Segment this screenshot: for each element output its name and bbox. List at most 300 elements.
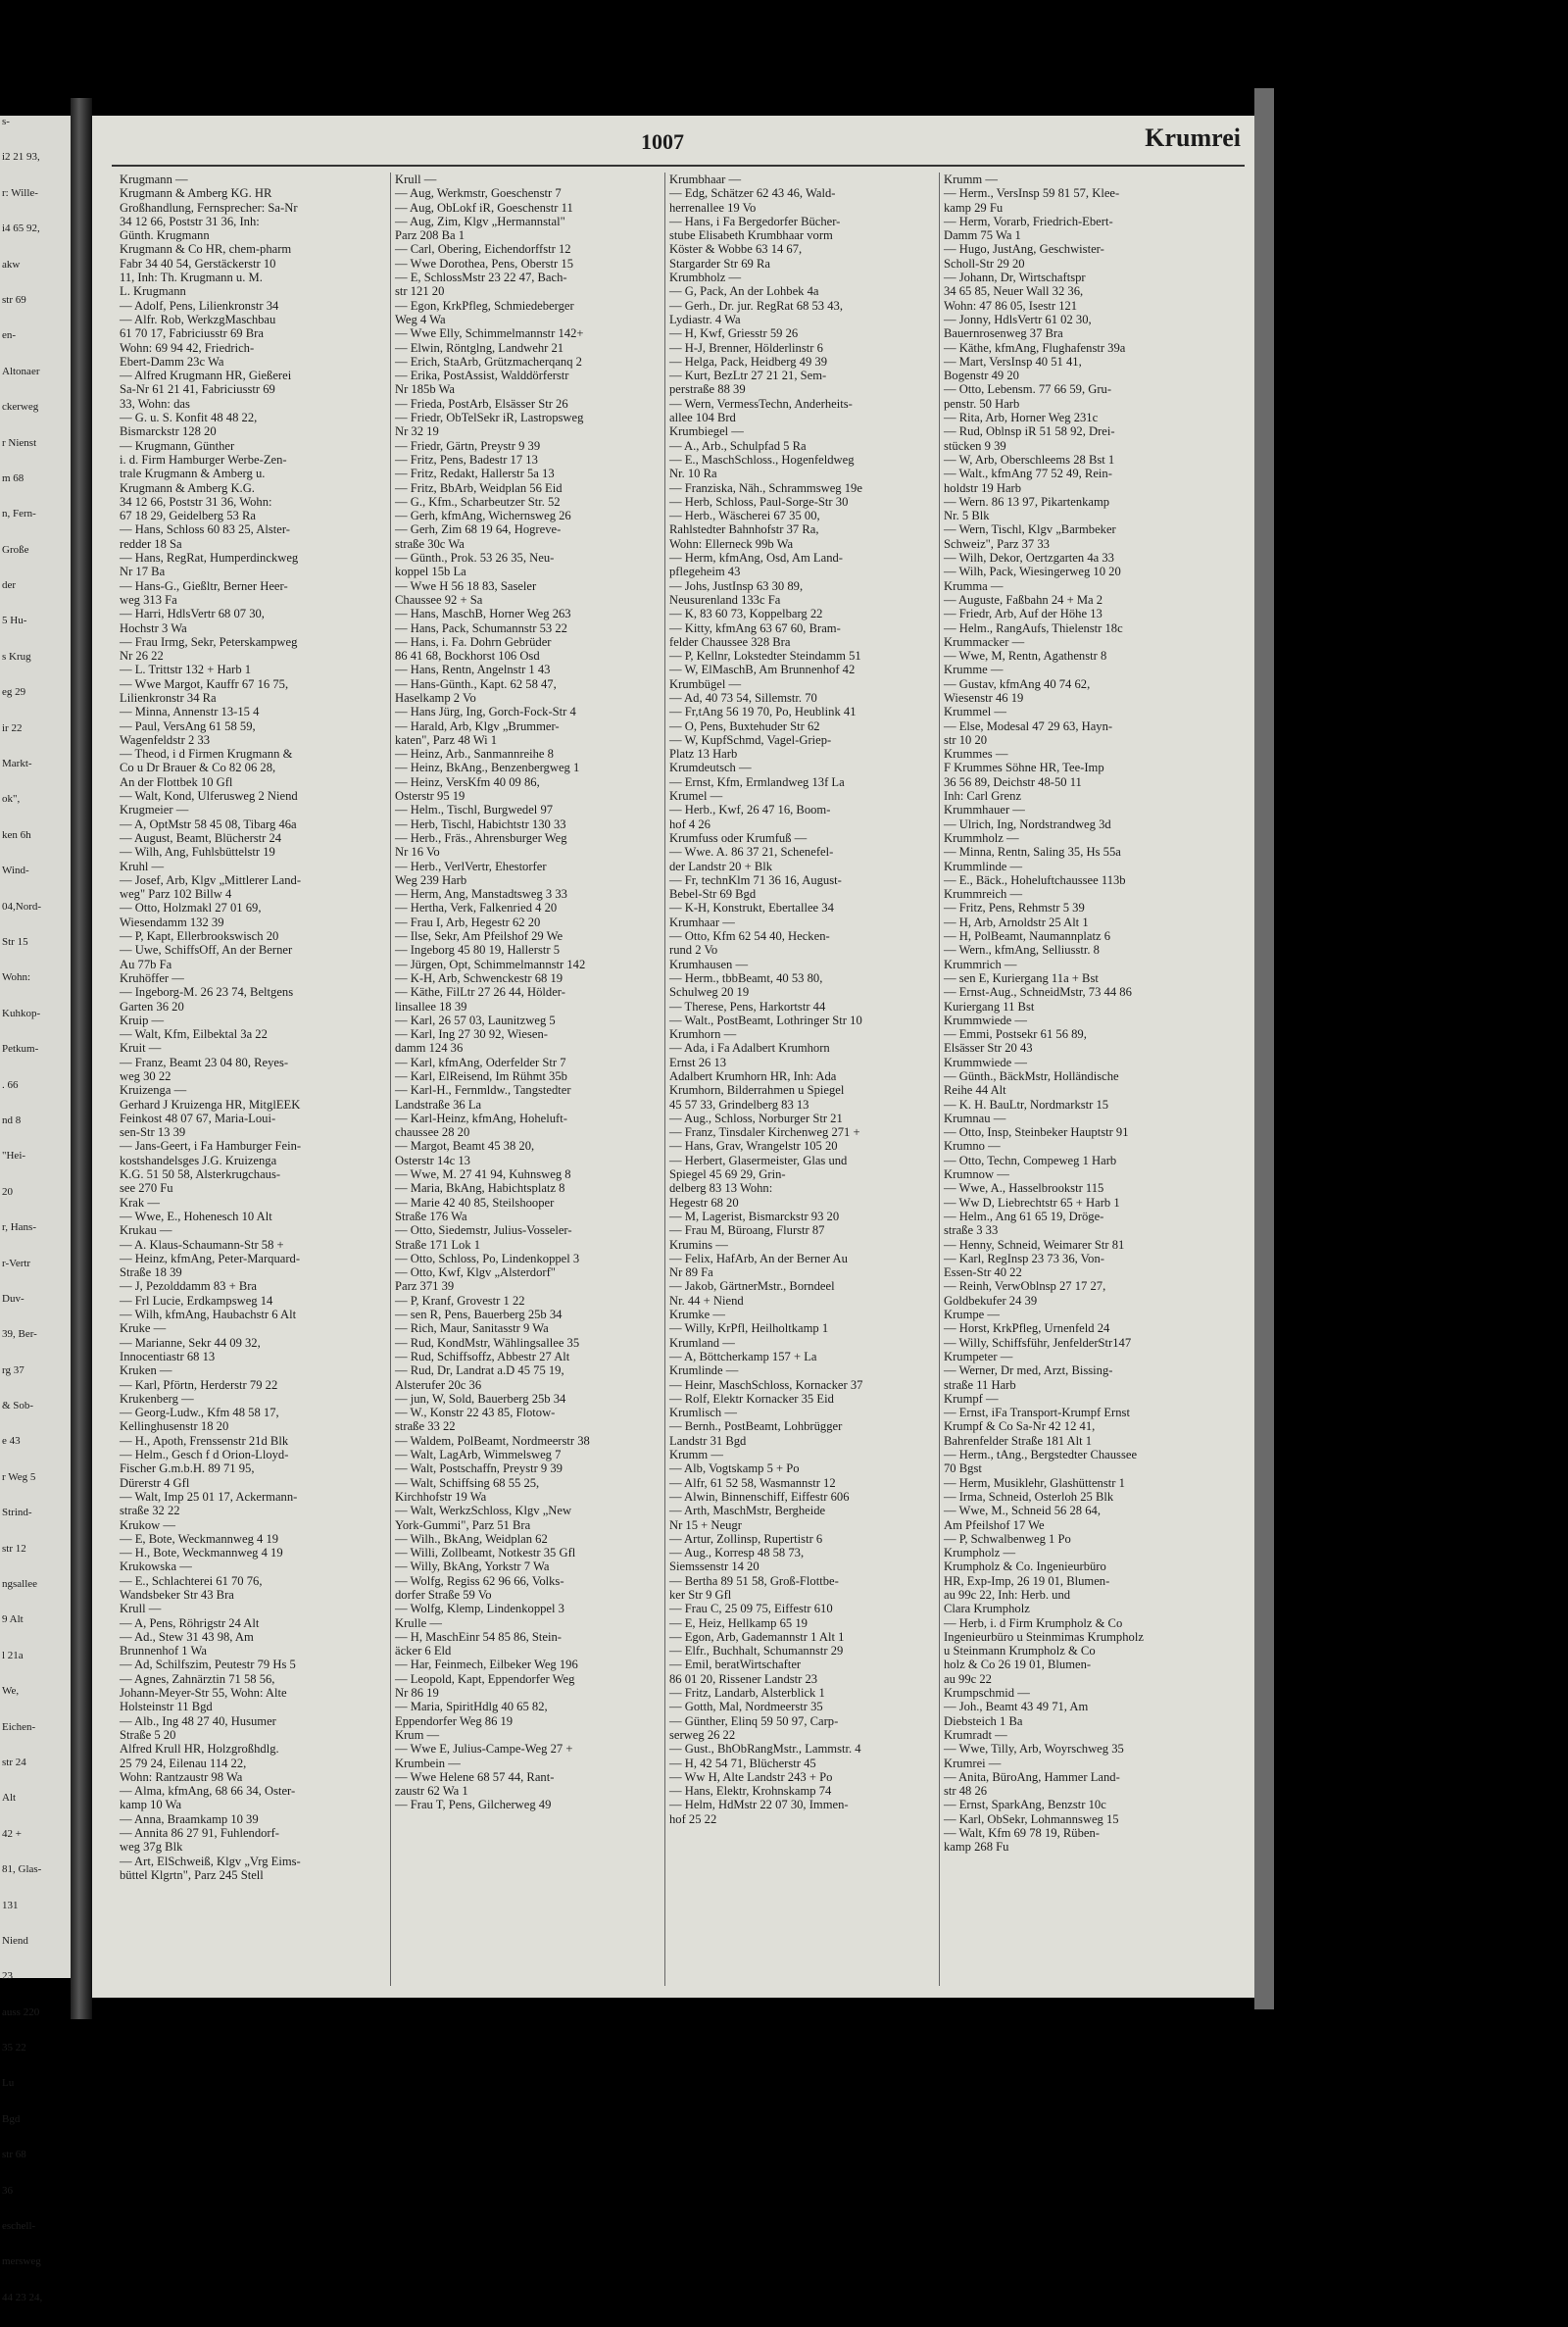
entry-line: York-Gummi", Parz 51 Bra <box>395 1517 531 1532</box>
entry-line: — Wilh., BkAng, Weidplan 62 <box>395 1531 548 1546</box>
entry-line: — Franziska, Näh., Schrammsweg 19e <box>669 480 862 495</box>
entry-line: trale Krugmann & Amberg u. <box>120 467 266 481</box>
entry-line: — Krugmann, Günther <box>120 438 235 453</box>
entry-line: — Hans, Pack, Schumannstr 53 22 <box>395 620 567 635</box>
entry-line: Nr 17 Ba <box>120 565 166 579</box>
entry-line: hof 4 26 <box>669 817 710 831</box>
entry-line: stücken 9 39 <box>944 438 1006 453</box>
entry-line: — Heinz, Arb., Sanmannreihe 8 <box>395 747 554 762</box>
entry-line: — Walt, Kfm, Eilbektal 3a 22 <box>120 1027 268 1042</box>
entry-line: — Kurt, BezLtr 27 21 21, Sem- <box>669 369 827 383</box>
entry-line: — Ingeborg 45 80 19, Hallerstr 5 <box>395 943 561 958</box>
entry-line: Krummel — <box>944 705 1007 719</box>
entry-line: — Felix, HafArb, An der Berner Au <box>669 1251 848 1265</box>
entry-line: — Friedr, ObTelSekr iR, Lastropsweg <box>395 411 584 425</box>
entry-line: — Wwe, A., Hasselbrookstr 115 <box>944 1181 1104 1196</box>
entry-line: Innocentiastr 68 13 <box>120 1349 216 1363</box>
entry-line: — Marianne, Sekr 44 09 32, <box>120 1335 261 1350</box>
entry-line: i. d. Firm Hamburger Werbe-Zen- <box>120 452 287 467</box>
entry-line: — Aug., Schloss, Norburger Str 21 <box>669 1111 843 1125</box>
entry-line: — Maria, BkAng, Habichtsplatz 8 <box>395 1181 565 1196</box>
book-gutter <box>71 98 92 2019</box>
entry-line: — Wilh, kfmAng, Haubachstr 6 Alt <box>120 1308 297 1322</box>
entry-line: — Fritz, Redakt, Hallerstr 5a 13 <box>395 467 555 481</box>
entry-line: — Elwin, Röntglng, Landwehr 21 <box>395 340 564 355</box>
entry-line: chaussee 28 20 <box>395 1125 470 1140</box>
entry-line: Kruit — <box>120 1041 162 1056</box>
left-page-fragment: 36 <box>2 2184 13 2197</box>
entry-line: Kruke — <box>120 1321 167 1336</box>
entry-line: — Reinh, VerwOblnsp 27 17 27, <box>944 1279 1106 1294</box>
entry-line: Krugmann & Amberg K.G. <box>120 480 255 495</box>
entry-line: — Jürgen, Opt, Schimmelmannstr 142 <box>395 957 586 971</box>
entry-line: — G, Pack, An der Lohbek 4a <box>669 284 819 299</box>
left-page-fragment: s- <box>2 116 10 127</box>
column-1 <box>116 173 390 1986</box>
entry-line: — Hans, Schloss 60 83 25, Alster- <box>120 522 290 537</box>
entry-line: Am Pfeilshof 17 We <box>944 1517 1045 1532</box>
entry-line: — Herb, Schloss, Paul-Sorge-Str 30 <box>669 494 849 509</box>
entry-line: — Har, Feinmech, Eilbeker Weg 196 <box>395 1658 578 1672</box>
left-page-fragment: s Krug <box>2 650 31 663</box>
entry-line: — H., Bote, Weckmannweg 4 19 <box>120 1546 283 1560</box>
entry-line: Krumlinde — <box>669 1363 739 1378</box>
entry-line: Krumpf — <box>944 1391 999 1406</box>
left-page-fragment: l 21a <box>2 1649 24 1661</box>
entry-line: — Frieda, PostArb, Elsässer Str 26 <box>395 396 568 411</box>
entry-line: — Auguste, Faßbahn 24 + Ma 2 <box>944 592 1103 607</box>
entry-line: Krugmann — <box>120 173 188 186</box>
left-page-fragment: "Hei- <box>2 1150 26 1163</box>
left-page-fragment: e 43 <box>2 1435 21 1448</box>
entry-line: Parz 371 39 <box>395 1279 455 1294</box>
left-page-fragment: r, Hans- <box>2 1221 36 1234</box>
entry-line: — Emmi, Postsekr 61 56 89, <box>944 1027 1087 1042</box>
entry-line: straße 11 Harb <box>944 1377 1016 1392</box>
left-page-fragment: ken 6h <box>2 828 31 841</box>
entry-line: — Uwe, SchiffsOff, An der Berner <box>120 943 293 958</box>
left-page-fragment: 04,Nord- <box>2 900 42 913</box>
column-2 <box>390 173 665 1986</box>
entry-line: Spiegel 45 69 29, Grin- <box>669 1167 786 1182</box>
left-page-fragment: str 68 <box>2 2149 26 2161</box>
entry-line: — Gerh., Dr. jur. RegRat 68 53 43, <box>669 298 843 313</box>
entry-line: 34 12 66, Poststr 31 36, Wohn: <box>120 494 272 509</box>
entry-line: — Willi, Zollbeamt, Notkestr 35 Gfl <box>395 1546 576 1560</box>
entry-line: Krukow — <box>120 1517 176 1532</box>
entry-line: — H, Arb, Arnoldstr 25 Alt 1 <box>944 915 1089 929</box>
entry-line: Wagenfeldstr 2 33 <box>120 732 211 747</box>
entry-line: — W, Arb, Oberschleems 28 Bst 1 <box>944 452 1115 467</box>
entry-line: sen-Str 13 39 <box>120 1125 186 1140</box>
entry-line: Scholl-Str 29 20 <box>944 256 1025 271</box>
left-page-fragment: str 12 <box>2 1542 26 1555</box>
entry-line: — Wwe Margot, Kauffr 67 16 75, <box>120 676 289 691</box>
left-page-fragment: & Sob- <box>2 1400 34 1412</box>
entry-line: — E., Bäck., Hoheluftchaussee 113b <box>944 872 1126 887</box>
entry-line: Siemssenstr 14 20 <box>669 1560 760 1574</box>
entry-line: — Karl, ObSekr, Lohmannsweg 15 <box>944 1811 1119 1826</box>
entry-line: — Hans, RegRat, Humperdinckweg <box>120 551 299 566</box>
entry-line: — Anita, BüroAng, Hammer Land- <box>944 1769 1120 1784</box>
entry-line: — Alfr. Rob, WerkzgMaschbau <box>120 312 276 326</box>
entry-line: Krumbiegel — <box>669 424 744 439</box>
directory-page <box>92 116 1254 1998</box>
entry-line: — Josef, Arb, Klgv „Mittlerer Land- <box>120 872 302 887</box>
entry-line: Alfred Krull HR, Holzgroßhdlg. <box>120 1742 279 1757</box>
entry-line: rund 2 Vo <box>669 943 718 958</box>
entry-line: serweg 26 22 <box>669 1727 736 1742</box>
entry-line: Nr 15 + Neugr <box>669 1517 742 1532</box>
entry-line: Rahlstedter Bahnhofstr 37 Ra, <box>669 522 819 537</box>
entry-line: — Heinz, BkAng., Benzenbergweg 1 <box>395 761 580 775</box>
entry-line: — Gust., BhObRangMstr., Lammstr. 4 <box>669 1742 861 1757</box>
entry-line: Krumpf & Co Sa-Nr 42 12 41, <box>944 1419 1096 1434</box>
entry-line: Au 77b Fa <box>120 957 172 971</box>
entry-line: — Anna, Braamkamp 10 39 <box>120 1811 259 1826</box>
entry-line: Krumpe — <box>944 1308 1001 1322</box>
entry-line: — Walt, Postschaffn, Preystr 9 39 <box>395 1461 563 1476</box>
entry-line: Inh: Carl Grenz <box>944 789 1022 804</box>
entry-line: straße 32 22 <box>120 1504 180 1518</box>
entry-line: HR, Exp-Imp, 26 19 01, Blumen- <box>944 1573 1110 1588</box>
entry-line: Kuriergang 11 Bst <box>944 999 1035 1014</box>
entry-line: — Karl, ElReisend, Im Rühmt 35b <box>395 1069 567 1083</box>
entry-line: — H-J, Brenner, Hölderlinstr 6 <box>669 340 823 355</box>
entry-line: — Ernst-Aug., SchneidMstr, 73 44 86 <box>944 985 1132 1000</box>
entry-line: Krumma — <box>944 578 1004 593</box>
entry-line: Krumpholz & Co. Ingenieurbüro <box>944 1560 1106 1574</box>
entry-line: — Ww D, Liebrechtstr 65 + Harb 1 <box>944 1195 1120 1210</box>
entry-line: Krumhorn, Bilderrahmen u Spiegel <box>669 1083 845 1098</box>
entry-line: Krumhaar — <box>669 915 735 929</box>
entry-line: — Ada, i Fa Adalbert Krumhorn <box>669 1041 830 1056</box>
entry-line: — Wwe, M. 27 41 94, Kuhnsweg 8 <box>395 1167 571 1182</box>
entry-line: — Herb, i. d Firm Krumpholz & Co <box>944 1615 1123 1630</box>
entry-line: — Alb., Ing 48 27 40, Husumer <box>120 1713 276 1728</box>
entry-line: — Käthe, FilLtr 27 26 44, Hölder- <box>395 985 565 1000</box>
entry-line: damm 124 36 <box>395 1041 464 1056</box>
left-page-edge <box>0 116 71 2303</box>
entry-line: Parz 208 Ba 1 <box>395 228 465 243</box>
left-page-fragment: r-Vertr <box>2 1257 31 1269</box>
entry-line: — Helm., RangAufs, Thielenstr 18c <box>944 620 1123 635</box>
entry-line: Krumel — <box>669 789 723 804</box>
entry-line: — Franz, Tinsdaler Kirchenweg 271 + <box>669 1125 860 1140</box>
entry-line: Krukau — <box>120 1223 172 1238</box>
entry-line: linsallee 18 39 <box>395 999 467 1014</box>
entry-line: — Hans-G., Gießltr, Berner Heer- <box>120 578 288 593</box>
entry-line: 25 79 24, Eilenau 114 22, <box>120 1756 247 1770</box>
entry-line: Gerhard J Kruizenga HR, MitglEEK <box>120 1097 301 1112</box>
left-page-fragment: . 66 <box>2 1078 19 1091</box>
left-page-fragment: ok", <box>2 793 21 806</box>
entry-line: — Wwe, Tilly, Arb, Woyrschweg 35 <box>944 1742 1124 1757</box>
entry-line: — Aug, Werkmstr, Goeschenstr 7 <box>395 186 562 201</box>
entry-line: Krumlisch — <box>669 1406 737 1420</box>
entry-line: — Helm, HdMstr 22 07 30, Immen- <box>669 1798 849 1812</box>
entry-line: — Herb., VerlVertr, Ehestorfer <box>395 859 547 873</box>
header-rule <box>112 165 1245 167</box>
entry-line: — Theod, i d Firmen Krugmann & <box>120 747 293 762</box>
left-page-fragment: ckerweg <box>2 401 39 414</box>
entry-line: Krull — <box>120 1602 162 1616</box>
entry-line: Krumins — <box>669 1237 728 1252</box>
left-page-fragment: str 24 <box>2 1756 26 1768</box>
entry-line: Nr 32 19 <box>395 424 439 439</box>
entry-line: Bismarckstr 128 20 <box>120 424 217 439</box>
column-3 <box>664 173 940 1986</box>
entry-line: — Ilse, Sekr, Am Pfeilshof 29 We <box>395 929 564 944</box>
entry-line: — Heinz, VersKfm 40 09 86, <box>395 774 540 789</box>
entry-line: Krummhauer — <box>944 803 1025 817</box>
entry-line: — Walt, WerkzSchloss, Klgv „New <box>395 1504 572 1518</box>
entry-line: — Elfr., Buchhalt, Schumannstr 29 <box>669 1644 844 1659</box>
entry-line: — Wolfg, Klemp, Lindenkoppel 3 <box>395 1602 564 1616</box>
entry-line: — K, 83 60 73, Koppelbarg 22 <box>669 607 823 621</box>
entry-line: Brunnenhof 1 Wa <box>120 1644 207 1659</box>
entry-line: Krugmann & Co HR, chem-pharm <box>120 242 292 257</box>
entry-line: — Mart, VersInsp 40 51 41, <box>944 354 1082 369</box>
entry-line: 67 18 29, Geidelberg 53 Ra <box>120 509 256 523</box>
entry-line: — Wern, Tischl, Klgv „Barmbeker <box>944 522 1116 537</box>
entry-line: Krumke — <box>669 1308 726 1322</box>
entry-line: — Minna, Annenstr 13-15 4 <box>120 705 260 719</box>
left-page-fragment: Altonaer <box>2 365 40 377</box>
entry-line: Haselkamp 2 Vo <box>395 690 476 705</box>
left-page-fragment: r Weg 5 <box>2 1470 36 1483</box>
entry-line: — Herb., Wäscherei 67 35 00, <box>669 509 820 523</box>
entry-line: — Aug, ObLokf iR, Goeschenstr 11 <box>395 200 573 215</box>
entry-line: — Wwe, M, Rentn, Agathenstr 8 <box>944 649 1107 664</box>
entry-line: — Harri, HdlsVertr 68 07 30, <box>120 607 265 621</box>
entry-line: — sen R, Pens, Bauerberg 25b 34 <box>395 1308 563 1322</box>
entry-line: — Ernst, SparkAng, Benzstr 10c <box>944 1798 1106 1812</box>
entry-line: hof 25 22 <box>669 1811 717 1826</box>
entry-line: — Gerh, kfmAng, Wichernsweg 26 <box>395 509 571 523</box>
entry-line: Krumdeutsch — <box>669 761 752 775</box>
entry-line: Nr 26 22 <box>120 649 164 664</box>
entry-line: — Erika, PostAssist, Walddörferstr <box>395 369 569 383</box>
entry-line: — Ad, 40 73 54, Sillemstr. 70 <box>669 690 817 705</box>
entry-line: — Ernst, Kfm, Ermlandweg 13f La <box>669 774 845 789</box>
entry-line: Nr 185b Wa <box>395 382 456 397</box>
left-page-fragment: 42 + <box>2 1827 22 1840</box>
entry-line: Krumbholz — <box>669 271 742 285</box>
entry-line: Wiesendamm 132 39 <box>120 915 224 929</box>
entry-line: Bogenstr 49 20 <box>944 369 1019 383</box>
left-page-fragment: 20 <box>2 1185 13 1198</box>
entry-line: — jun, W, Sold, Bauerberg 25b 34 <box>395 1391 566 1406</box>
entry-line: — Herm., tbbBeamt, 40 53 80, <box>669 970 823 985</box>
entry-line: — Johs, JustInsp 63 30 89, <box>669 578 804 593</box>
entry-line: — Wolfg, Regiss 62 96 66, Volks- <box>395 1573 564 1588</box>
entry-line: — Egon, KrkPfleg, Schmiedeberger <box>395 298 574 313</box>
entry-line: Osterstr 95 19 <box>395 789 466 804</box>
entry-line: au 99c 22 <box>944 1671 992 1686</box>
entry-line: stube Elisabeth Krumbhaar vorm <box>669 228 833 243</box>
entry-line: Eppendorfer Weg 86 19 <box>395 1713 514 1728</box>
entry-line: Krull — <box>395 173 437 186</box>
entry-line: — Karl, Pförtn, Herderstr 79 22 <box>120 1377 278 1392</box>
running-head: Krumrei <box>1145 124 1241 152</box>
entry-line: Goldbekufer 24 39 <box>944 1293 1038 1308</box>
entry-line: 86 41 68, Bockhorst 106 Osd <box>395 649 540 664</box>
entry-line: Bebel-Str 69 Bgd <box>669 887 757 902</box>
entry-line: str 10 20 <box>944 732 988 747</box>
entry-line: katen", Parz 48 Wi 1 <box>395 732 498 747</box>
entry-line: Krummacker — <box>944 634 1025 649</box>
entry-line: — Leopold, Kapt, Eppendorfer Weg <box>395 1671 575 1686</box>
entry-line: redder 18 Sa <box>120 536 182 551</box>
entry-line: — Otto, Lebensm. 77 66 59, Gru- <box>944 382 1112 397</box>
entry-line: — Herb., Kwf, 26 47 16, Boom- <box>669 803 831 817</box>
entry-line: Clara Krumpholz <box>944 1602 1030 1616</box>
entry-line: — Willy, Schiffsführ, JenfelderStr147 <box>944 1335 1132 1350</box>
entry-line: — Karl, Ing 27 30 92, Wiesen- <box>395 1027 548 1042</box>
entry-line: Fabr 34 40 54, Gerstäckerstr 10 <box>120 256 276 271</box>
entry-line: — L. Trittstr 132 + Harb 1 <box>120 663 252 677</box>
entry-line: — Hans, Grav, Wrangelstr 105 20 <box>669 1139 838 1154</box>
entry-line: — Hugo, JustAng, Geschwister- <box>944 242 1104 257</box>
entry-line: Wohn: 69 94 42, Friedrich- <box>120 340 255 355</box>
left-page-fragment: auss 220 <box>2 2005 40 2018</box>
entry-line: — A, Pens, Röhrigstr 24 Alt <box>120 1615 260 1630</box>
entry-line: Krummes — <box>944 747 1008 762</box>
entry-line: — Fr, technKlm 71 36 16, August- <box>669 872 842 887</box>
entry-line: kamp 29 Fu <box>944 200 1004 215</box>
entry-line: Krumland — <box>669 1335 735 1350</box>
entry-line: F Krummes Söhne HR, Tee-Imp <box>944 761 1104 775</box>
entry-line: — August, Beamt, Blücherstr 24 <box>120 830 282 845</box>
entry-line: — Wilh, Dekor, Oertzgarten 4a 33 <box>944 551 1114 566</box>
entry-line: Kruip — <box>120 1013 165 1027</box>
entry-line: — Horst, KrkPfleg, Urnenfeld 24 <box>944 1321 1110 1336</box>
entry-line: Garten 36 20 <box>120 999 184 1014</box>
entry-line: holdstr 19 Harb <box>944 480 1022 495</box>
entry-line: — Walt, Kfm 69 78 19, Rüben- <box>944 1826 1100 1841</box>
entry-line: perstraße 88 39 <box>669 382 746 397</box>
entry-line: — Frl Lucie, Erdkampsweg 14 <box>120 1293 273 1308</box>
entry-line: Co u Dr Brauer & Co 82 06 28, <box>120 761 276 775</box>
entry-line: 33, Wohn: das <box>120 396 190 411</box>
entry-line: — Willy, KrPfl, Heilholtkamp 1 <box>669 1321 829 1336</box>
entry-line: — Gerh, Zim 68 19 64, Hogreve- <box>395 522 562 537</box>
column-4 <box>939 173 1214 1986</box>
left-page-fragment: 35 22 <box>2 2042 26 2055</box>
entry-line: — Fritz, Pens, Rehmstr 5 39 <box>944 901 1085 916</box>
page-edge-shadow <box>1254 88 1274 2009</box>
entry-line: — Kitty, kfmAng 63 67 60, Bram- <box>669 620 841 635</box>
entry-line: — H., Apoth, Frenssenstr 21d Blk <box>120 1433 289 1448</box>
entry-line: — P, Schwalbenweg 1 Po <box>944 1531 1071 1546</box>
entry-line: pflegeheim 43 <box>669 565 741 579</box>
entry-line: — Hertha, Verk, Falkenried 4 20 <box>395 901 558 916</box>
entry-line: see 270 Fu <box>120 1181 173 1196</box>
entry-line: kamp 268 Fu <box>944 1840 1009 1855</box>
entry-line: — A., Arb., Schulpfad 5 Ra <box>669 438 807 453</box>
entry-line: weg" Parz 102 Billw 4 <box>120 887 232 902</box>
entry-line: Damm 75 Wa 1 <box>944 228 1021 243</box>
entry-line: Stargarder Str 69 Ra <box>669 256 770 271</box>
entry-line: — Rud, Dr, Landrat a.D 45 75 19, <box>395 1363 564 1378</box>
left-page-fragment: n, Fern- <box>2 508 36 520</box>
entry-line: — Alwin, Binnenschiff, Eiffestr 606 <box>669 1489 850 1504</box>
entry-line: äcker 6 Eld <box>395 1644 452 1659</box>
entry-line: felder Chaussee 328 Bra <box>669 634 791 649</box>
left-page-fragment: 131 <box>2 1899 19 1911</box>
entry-line: — Ingeborg-M. 26 23 74, Beltgens <box>120 985 294 1000</box>
left-page-fragment: r: Wille- <box>2 186 38 199</box>
entry-line: — Otto, Siedemstr, Julius-Vosseler- <box>395 1223 572 1238</box>
entry-line: kostshandelsges J.G. Kruizenga <box>120 1153 277 1167</box>
left-page-fragment: der <box>2 579 17 592</box>
entry-line: — W., Konstr 22 43 85, Flotow- <box>395 1406 556 1420</box>
entry-line: L. Krugmann <box>120 284 186 299</box>
entry-line: — M, Lagerist, Bismarckstr 93 20 <box>669 1209 840 1223</box>
left-page-fragment: 5 Hu- <box>2 615 27 627</box>
left-page-fragment: Lu <box>2 2077 15 2090</box>
entry-line: — Wwe Helene 68 57 44, Rant- <box>395 1769 555 1784</box>
entry-line: Straße 171 Lok 1 <box>395 1237 481 1252</box>
entry-line: — Rich, Maur, Sanitasstr 9 Wa <box>395 1321 549 1336</box>
entry-line: Krummrich — <box>944 957 1017 971</box>
entry-line: — Minna, Rentn, Saling 35, Hs 55a <box>944 845 1121 860</box>
entry-line: Krummwiede — <box>944 1055 1027 1069</box>
entry-line: — Gustav, kfmAng 40 74 62, <box>944 676 1091 691</box>
entry-line: — Hans, i Fa Bergedorfer Bücher- <box>669 214 841 228</box>
left-page-fragment: m 68 <box>2 471 24 484</box>
entry-line: Holsteinstr 11 Bgd <box>120 1700 213 1714</box>
entry-line: — Herm, kfmAng, Osd, Am Land- <box>669 551 843 566</box>
left-page-fragment: en- <box>2 329 17 342</box>
entry-line: — Alb, Vogtskamp 5 + Po <box>669 1461 800 1476</box>
entry-line: Straße 18 39 <box>120 1265 182 1280</box>
entry-line: — Wwe H 56 18 83, Saseler <box>395 578 537 593</box>
entry-line: — Karl-H., Fernmldw., Tangstedter <box>395 1083 571 1098</box>
left-page-fragment: Markt- <box>2 758 32 770</box>
left-page-fragment: 39, Ber- <box>2 1328 37 1341</box>
entry-line: — Marie 42 40 85, Steilshooper <box>395 1195 555 1210</box>
entry-line: Krumbügel — <box>669 676 742 691</box>
left-page-fragment: akw <box>2 258 21 271</box>
entry-line: — Hans, Rentn, Angelnstr 1 43 <box>395 663 551 677</box>
entry-line: Krumnow — <box>944 1167 1009 1182</box>
entry-line: Köster & Wobbe 63 14 67, <box>669 242 803 257</box>
entry-line: Reihe 44 Alt <box>944 1083 1006 1098</box>
entry-line: — H, 42 54 71, Blücherstr 45 <box>669 1756 816 1770</box>
entry-line: — Rud, Oblnsp iR 51 58 92, Drei- <box>944 424 1115 439</box>
entry-line: Adalbert Krumhorn HR, Inh: Ada <box>669 1069 837 1083</box>
entry-line: Wandsbeker Str 43 Bra <box>120 1587 234 1602</box>
entry-line: — Helm., Tischl, Burgwedel 97 <box>395 803 554 817</box>
entry-line: — Harald, Arb, Klgv „Brummer- <box>395 718 560 733</box>
entry-line: 34 12 66, Poststr 31 36, Inh: <box>120 214 260 228</box>
entry-line: Kruken — <box>120 1363 172 1378</box>
entry-line: — P, Kranf, Grovestr 1 22 <box>395 1293 525 1308</box>
left-page-fragment: rg 37 <box>2 1363 24 1376</box>
entry-line: Krumm — <box>944 173 998 186</box>
entry-line: — Wern, VermessTechn, Anderheits- <box>669 396 853 411</box>
entry-line: — Wern., kfmAng, Selliusstr. 8 <box>944 943 1100 958</box>
entry-line: Krumme — <box>944 663 1004 677</box>
left-page-fragment: Kuhkop- <box>2 1007 41 1019</box>
entry-line: — K-H, Arb, Schwenckestr 68 19 <box>395 970 564 985</box>
entry-line: — Willy, BkAng, Yorkstr 7 Wa <box>395 1560 550 1574</box>
entry-line: — Käthe, kfmAng, Flughafenstr 39a <box>944 340 1126 355</box>
entry-line: — Herb, Tischl, Habichtstr 130 33 <box>395 817 566 831</box>
entry-line: Wohn: Ellerneck 99b Wa <box>669 536 794 551</box>
